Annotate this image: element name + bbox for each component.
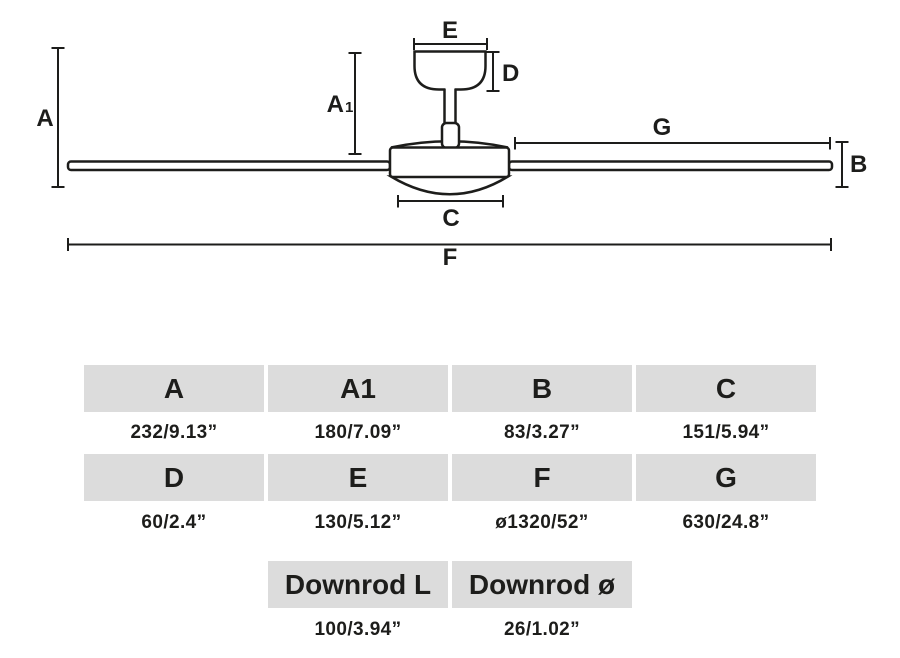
dimension-table [84,365,816,651]
dimension-b [836,142,868,187]
dim-label-a1-sub: 1 [345,99,354,116]
table-value-downrod-l: 100/3.94” [268,608,448,651]
dimension-a1 [327,53,362,154]
dim-label-a: A [36,105,54,132]
dimension-c [398,195,503,232]
ceiling-canopy [415,52,486,90]
dimension-e [414,17,487,50]
table-header-e: E [268,454,448,501]
dimension-d [487,52,520,91]
dim-label-a1-main: A [326,91,344,118]
dim-label-b: B [850,151,868,178]
table-header-downrod-dia: Downrod ø [452,561,632,608]
table-value-downrod-dia: 26/1.02” [452,608,632,651]
dimension-g [515,114,830,150]
table-header-f: F [452,454,632,501]
table-value-f: ø1320/52” [452,501,632,545]
table-header-b: B [452,365,632,412]
table-value-c: 151/5.94” [636,412,816,454]
table-header-downrod-l: Downrod L [268,561,448,608]
dimension-f [68,238,831,271]
dim-label-c: C [442,205,460,232]
dim-label-g: G [652,114,672,141]
dim-label-d: D [502,60,520,87]
table-value-a1: 180/7.09” [268,412,448,454]
downrod-cutout [445,84,455,124]
table-value-d: 60/2.4” [84,501,264,545]
fan-blade-right [509,162,832,171]
table-header-a1: A1 [268,365,448,412]
dimension-a [36,48,64,187]
table-value-b: 83/3.27” [452,412,632,454]
fan-dimension-diagram [0,0,900,300]
dim-label-e: E [441,17,459,44]
dim-label-f: F [442,244,458,271]
fan-blade-left [68,162,390,171]
table-value-e: 130/5.12” [268,501,448,545]
table-header-d: D [84,454,264,501]
table-value-g: 630/24.8” [636,501,816,545]
downrod-coupling [442,123,459,148]
motor-dome [391,177,508,195]
motor-housing [390,148,509,178]
table-value-a: 232/9.13” [84,412,264,454]
table-header-g: G [636,454,816,501]
table-header-c: C [636,365,816,412]
table-header-a: A [84,365,264,412]
